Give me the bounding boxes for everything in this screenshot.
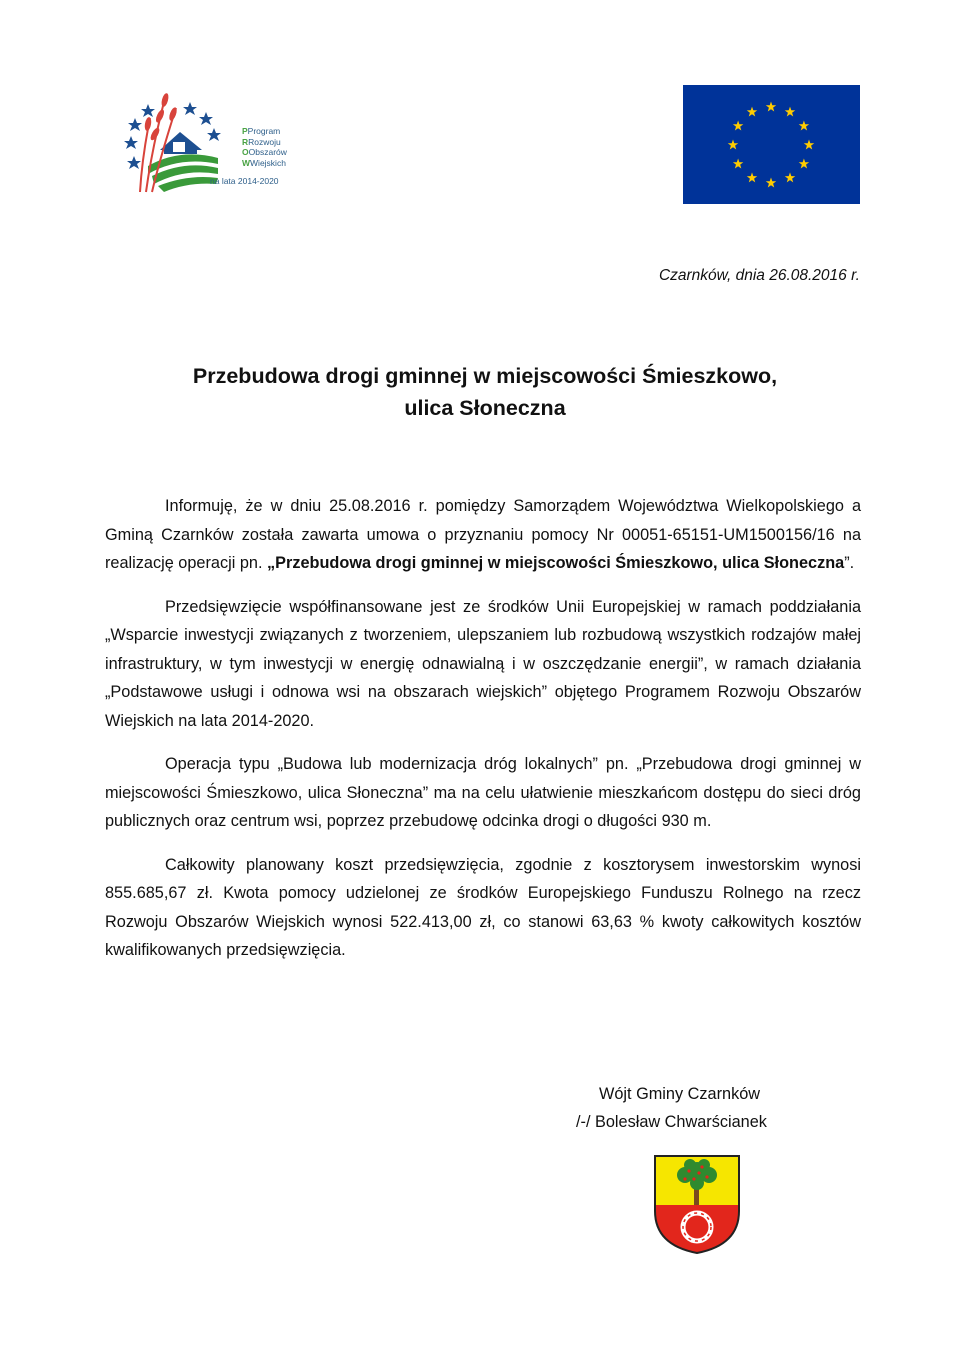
prow-line-3: Obszarów [248, 147, 287, 157]
paragraph-1-text: Informuję, że w dniu 25.08.2016 r. pomiędzy Samorządem Województwa Wielkopolskiego a Gminą Czarnków została zawarta umowa o przyznaniu pomocy Nr 00051-65151-UM1500156/16 na realizację operacji pn. [105, 497, 861, 572]
prow-line-1: Program [247, 126, 281, 136]
signature-block [576, 1080, 767, 1136]
paragraph-4: Całkowity planowany koszt przedsięwzięcia, zgodnie z kosztorysem inwestorskim wynosi 855.685,67 zł. Kwota pomocy udzielonej ze środków Europejskiego Funduszu Rolnego na rzecz Rozwoju Obszarów Wiejskich wynosi 522.413,00 zł, co stanowi 63,63 % kwoty całkowitych kosztów kwalifikowanych przedsięwzięcia. [105, 855, 861, 959]
eu-flag [683, 85, 860, 204]
prow-years: na lata 2014-2020 [210, 176, 279, 186]
signature-title: Wójt Gminy Czarnków [599, 1085, 761, 1103]
title-line-2: ulica Słoneczna [404, 396, 566, 420]
eu-flag-icon [683, 85, 860, 204]
prow-logo [118, 88, 293, 198]
document-title [105, 360, 865, 424]
coat-of-arms-icon [652, 1153, 742, 1255]
paragraph-2: Przedsięwzięcie współfinansowane jest ze środków Unii Europejskiej w ramach poddziałania „Wsparcie inwestycji związanych z tworzeniem, ulepszaniem lub rozbudową wszystkich rodzajów małej infrastruktury, w tym inwestycji w energię odnawialną i w oszczędzanie energii”, w ramach działania „Podstawowe usługi i odnowa wsi na obszarach wiejskich” objętego Programem Rozwoju Obszarów Wiejskich na lata 2014-2020. [105, 597, 861, 730]
prow-line-2: Rozwoju [248, 136, 281, 147]
title-line-1: Przebudowa drogi gminnej w miejscowości Śmieszkowo, [192, 364, 778, 388]
paragraph-1-end: . [849, 554, 855, 572]
operation-name: „Przebudowa drogi gminnej w miejscowości Śmieszkowo, ulica Słoneczna [267, 554, 845, 572]
prow-line-4: Wiejskich [250, 157, 286, 168]
coat-of-arms [652, 1153, 742, 1255]
quote-end: ” [844, 554, 850, 572]
paragraph-3: Operacja typu „Budowa lub modernizacja dróg lokalnych” pn. „Przebudowa drogi gminnej w miejscowości Śmieszkowo, ulica Słoneczna” ma na celu ułatwienie mieszkańcom dostępu do sieci dróg publicznych oraz centrum wsi, poprzez przebudowę odcinka drogi o długości 930 m. [105, 755, 861, 830]
paragraph-1 [105, 492, 861, 578]
prow-logo-text: PProgram RRozwoju OObszarów WWiejskich [242, 126, 287, 168]
document-body [105, 492, 861, 980]
place-date: Czarnków, dnia 26.08.2016 r. [658, 267, 860, 284]
signature-name: /-/ Bolesław Chwarścianek [576, 1113, 767, 1131]
